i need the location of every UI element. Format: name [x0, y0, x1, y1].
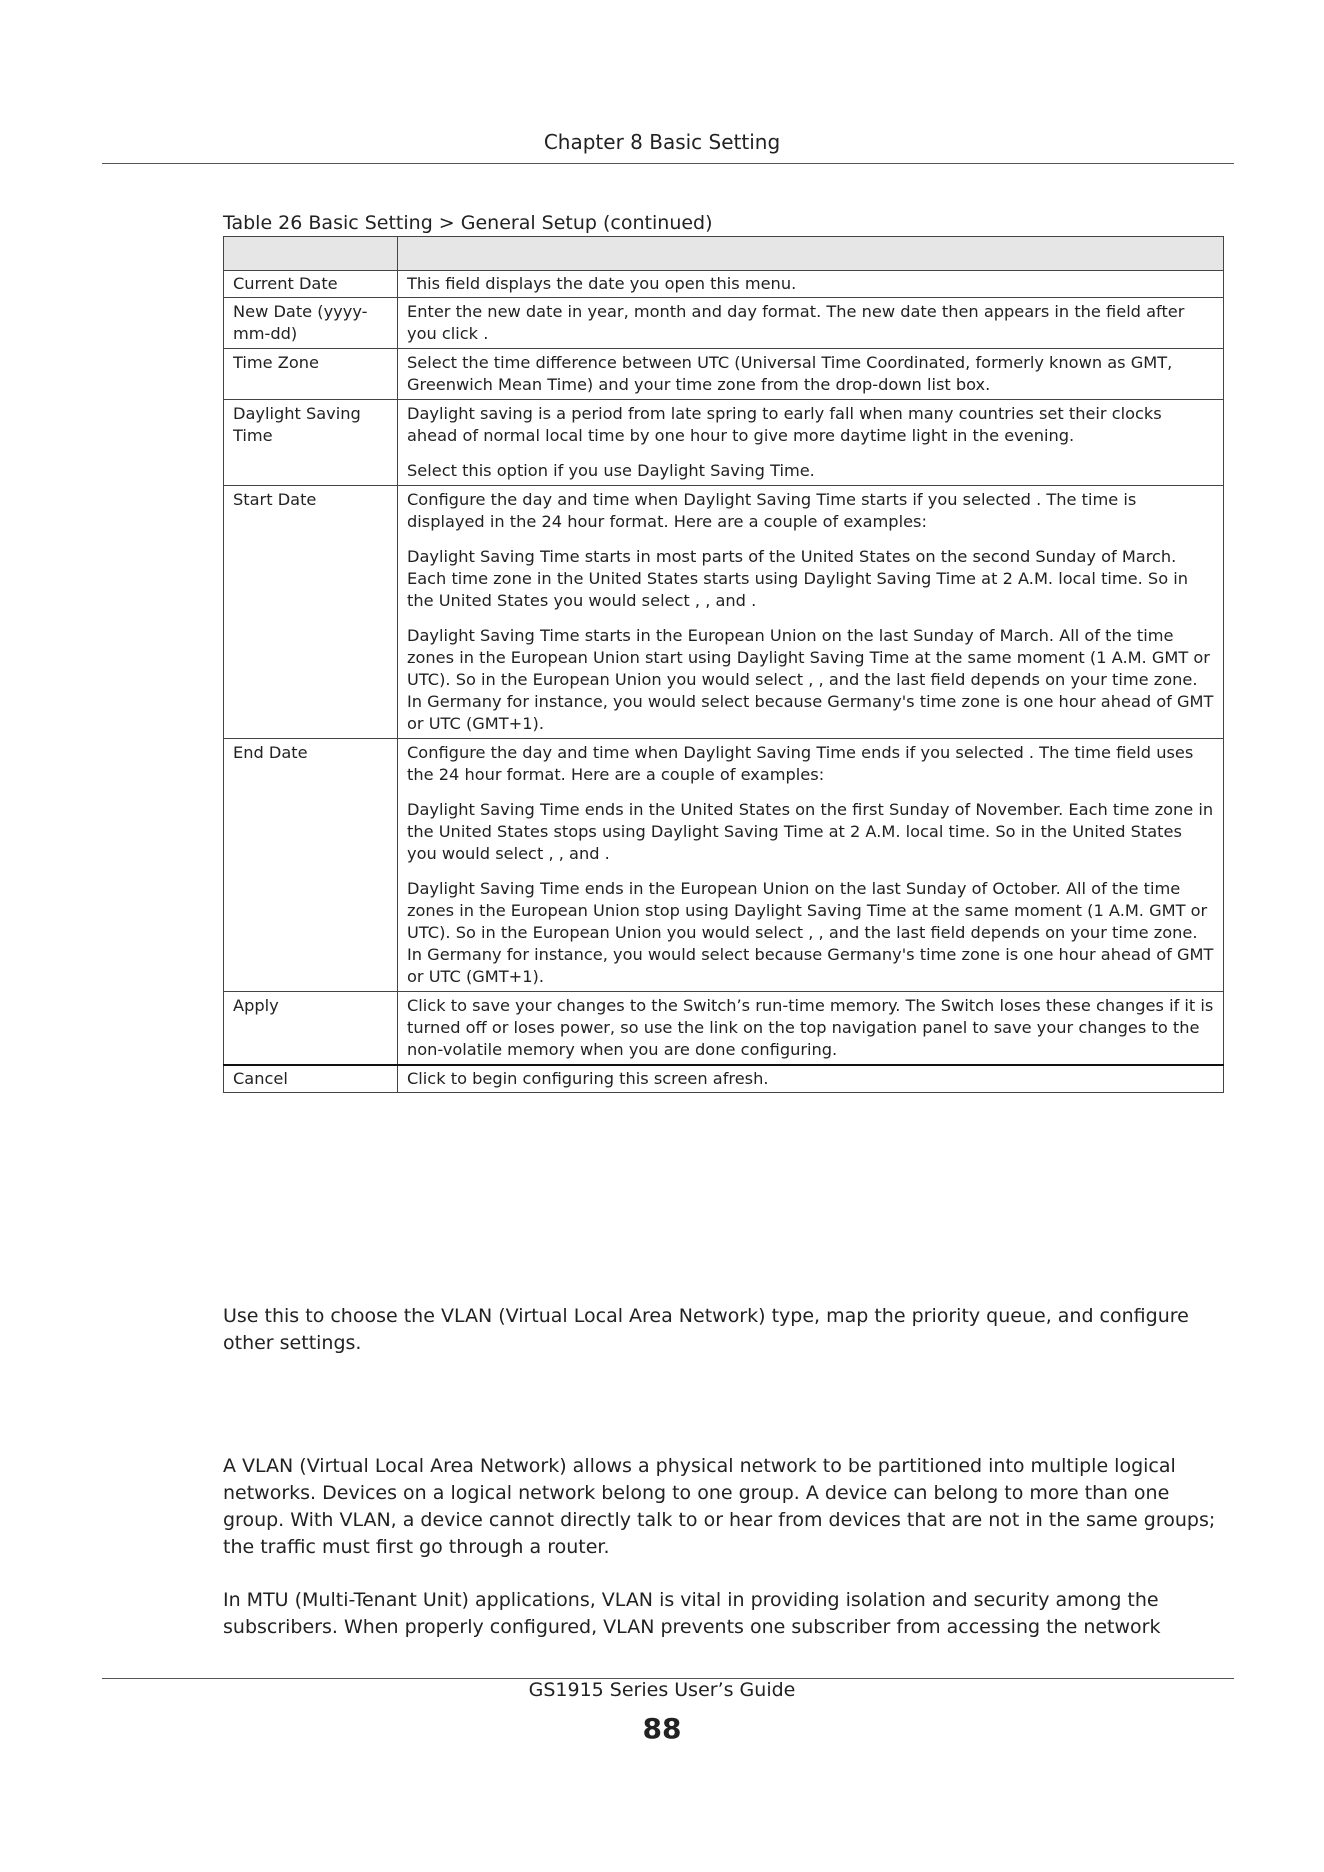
table-row: [224, 298, 1224, 349]
chapter-header: Chapter 8 Basic Setting: [543, 130, 781, 154]
table-caption: Table 26 Basic Setting > General Setup (continued): [223, 212, 713, 234]
row-label: Start Date: [224, 486, 398, 739]
row-label: New Date (yyyy-mm-dd): [224, 298, 398, 349]
table-row: [224, 349, 1224, 400]
row-label: Current Date: [224, 271, 398, 298]
row-label: Apply: [224, 992, 398, 1066]
table-header-row: [224, 237, 1224, 271]
table-row: [224, 400, 1224, 486]
settings-table: [223, 236, 1224, 1093]
table-row: [224, 486, 1224, 739]
table-row: [224, 1065, 1224, 1093]
row-description: Select the time difference between UTC (Universal Time Coordinated, formerly known as GMT, Greenwich Mean Time) and your time zone from the drop-down list box.: [398, 349, 1224, 400]
mtu-paragraph: In MTU (Multi-Tenant Unit) applications, VLAN is vital in providing isolation and security among the subscribers. When properly configured, VLAN prevents one subscriber from accessing the network: [223, 1589, 1161, 1638]
table-row: [224, 992, 1224, 1066]
row-label: Daylight Saving Time: [224, 400, 398, 486]
header-rule: [102, 163, 1234, 164]
row-label: End Date: [224, 739, 398, 992]
page-number: 88: [642, 1712, 682, 1745]
row-description: Click to save your changes to the Switch’s run-time memory. The Switch loses these changes if it is turned off or loses power, so use the link on the top navigation panel to save your changes to the non-volatile memory when you are done configuring.: [398, 992, 1224, 1066]
header-cell-description: [398, 237, 1224, 271]
guide-title: GS1915 Series User’s Guide: [528, 1679, 796, 1701]
row-description: This field displays the date you open this menu.: [398, 271, 1224, 298]
header-cell-label: [224, 237, 398, 271]
row-description: Configure the day and time when Daylight Saving Time ends if you selected . The time field uses the 24 hour format. Here are a couple of examples: Daylight Saving Time ends in the United States on the first Sunday of November. Each time zone in the United States stops using Daylight Saving Time at 2 A.M. local time. So in the United States you would select , , and . Daylight Saving Time ends in the European Union on the last Sunday of October. All of the time zones in the European Union stop using Daylight Saving Time at the same moment (1 A.M. GMT or UTC). So in the European Union you would select , , and the last field depends on your time zone. In Germany for instance, you would select because Germany's time zone is one hour ahead of GMT or UTC (GMT+1).: [398, 739, 1224, 992]
row-label: Cancel: [224, 1065, 398, 1093]
table-row: [224, 739, 1224, 992]
table-row: [224, 271, 1224, 298]
row-description: Enter the new date in year, month and day format. The new date then appears in the field after you click .: [398, 298, 1224, 349]
row-description: Click to begin configuring this screen afresh.: [398, 1065, 1224, 1093]
row-description: Daylight saving is a period from late spring to early fall when many countries set their clocks ahead of normal local time by one hour to give more daytime light in the evening. Select this option if you use Daylight Saving Time.: [398, 400, 1224, 486]
vlan-paragraph: A VLAN (Virtual Local Area Network) allows a physical network to be partitioned into multiple logical networks. Devices on a logical network belong to one group. A device can belong to more than one group. With VLAN, a device cannot directly talk to or hear from devices that are not in the same groups; the traffic must first go through a router.: [223, 1455, 1216, 1558]
row-description: Configure the day and time when Daylight Saving Time starts if you selected . The time is displayed in the 24 hour format. Here are a couple of examples: Daylight Saving Time starts in most parts of the United States on the second Sunday of March. Each time zone in the United States starts using Daylight Saving Time at 2 A.M. local time. So in the United States you would select , , and . Daylight Saving Time starts in the European Union on the last Sunday of March. All of the time zones in the European Union start using Daylight Saving Time at the same moment (1 A.M. GMT or UTC). So in the European Union you would select , , and the last field depends on your time zone. In Germany for instance, you would select because Germany's time zone is one hour ahead of GMT or UTC (GMT+1).: [398, 486, 1224, 739]
section-intro: Use this to choose the VLAN (Virtual Local Area Network) type, map the priority queue, and configure other settings.: [223, 1305, 1189, 1354]
row-label: Time Zone: [224, 349, 398, 400]
